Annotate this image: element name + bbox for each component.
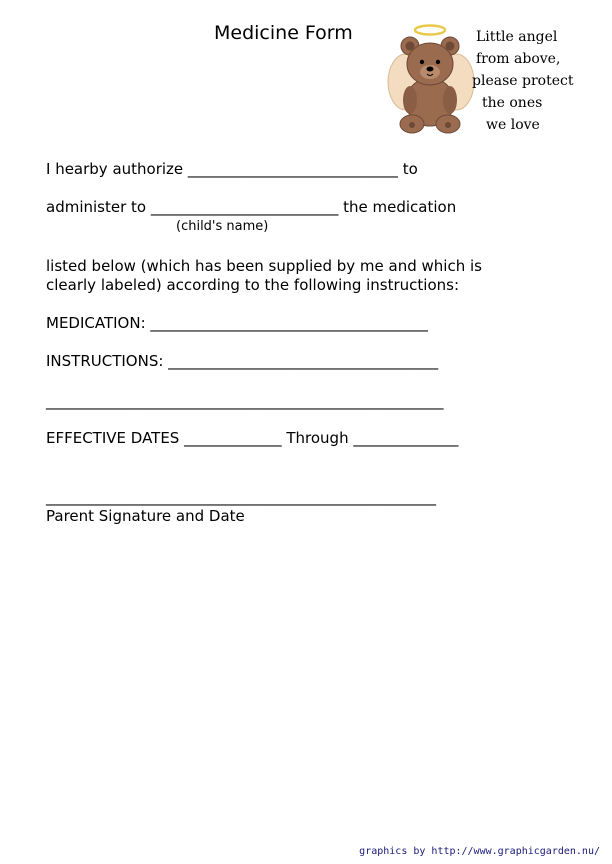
administer-line: administer to _________________________ the medication	[46, 198, 457, 216]
poem-line: Little angel	[476, 29, 558, 45]
page-title: Medicine Form	[214, 22, 353, 44]
child-name-caption: (child's name)	[176, 219, 269, 234]
effective-dates-line: EFFECTIVE DATES _____________ Through ______________	[46, 429, 459, 447]
listed-below-line: listed below (which has been supplied by me and which is	[46, 257, 482, 275]
instructions-blank-line: _____________________________________________________	[46, 392, 444, 410]
signature-label: Parent Signature and Date	[46, 507, 245, 525]
footer-credit: graphics by http://www.graphicgarden.nu/	[359, 846, 600, 857]
angel-bear-icon	[386, 20, 478, 136]
authorize-line: I hearby authorize ____________________________ to	[46, 160, 418, 178]
poem-line: please protect	[472, 73, 574, 89]
poem	[470, 26, 578, 136]
poem-line: from above,	[476, 51, 561, 67]
signature-line: ____________________________________________________	[46, 488, 436, 506]
poem-line: we love	[486, 117, 540, 133]
poem-line: the ones	[482, 95, 543, 111]
medication-line: MEDICATION: _____________________________________	[46, 314, 428, 332]
instructions-line: INSTRUCTIONS: ____________________________________	[46, 352, 439, 370]
clearly-labeled-line: clearly labeled) according to the following instructions:	[46, 276, 460, 294]
